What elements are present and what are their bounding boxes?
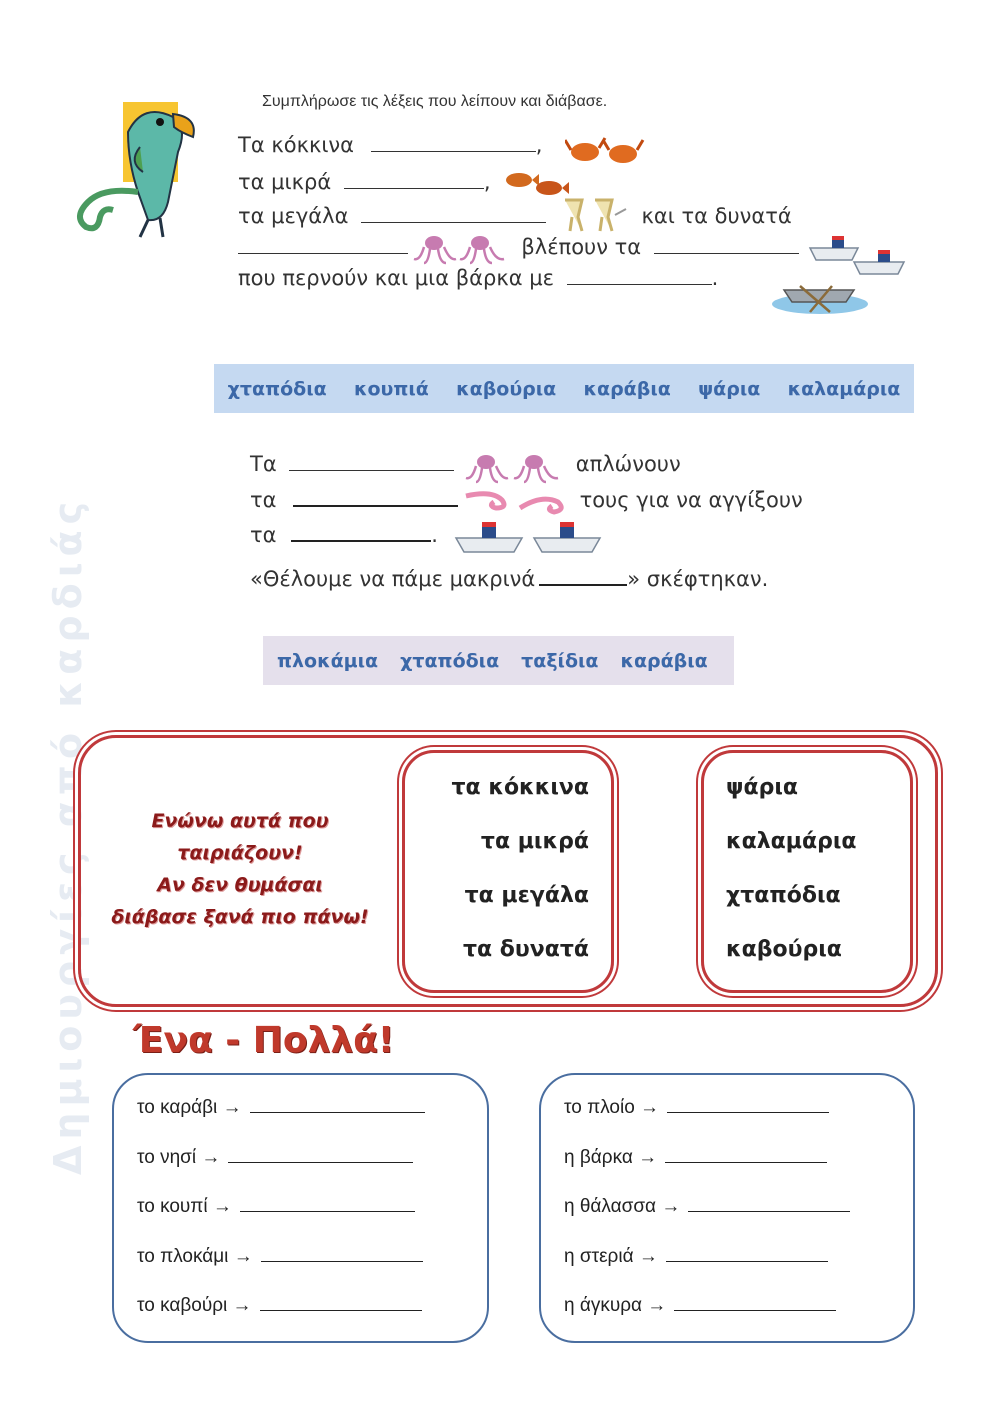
parrot-illustration: [68, 92, 218, 242]
match-right-item[interactable]: ψάρια: [726, 775, 799, 800]
answer-blank[interactable]: [567, 266, 712, 285]
word-bank-item: καβούρια: [456, 377, 557, 400]
word-bank-item: καράβια: [620, 649, 708, 672]
fish-illustration: [503, 168, 571, 198]
tentacles-illustration: [462, 488, 568, 518]
ships-illustration: [808, 228, 908, 276]
plural-row: το καβούρι →: [137, 1293, 422, 1317]
arrow-icon: →: [222, 1097, 242, 1118]
word-bank-1: [214, 364, 914, 413]
line-text: τα: [250, 523, 277, 547]
ships-illustration: [452, 518, 602, 556]
answer-blank[interactable]: [293, 487, 458, 507]
squid-illustration: [560, 195, 630, 233]
match-left-item[interactable]: τα μικρά: [480, 829, 589, 854]
line-text: τα: [250, 488, 277, 512]
plural-row: η βάρκα →: [564, 1145, 827, 1169]
answer-blank[interactable]: [344, 170, 484, 189]
line-text: βλέπουν τα: [521, 235, 642, 259]
answer-blank[interactable]: [289, 452, 454, 471]
answer-blank[interactable]: [666, 1244, 828, 1262]
plural-row: το πλοκάμι →: [137, 1244, 423, 1268]
line-text: » σκέφτηκαν.: [627, 567, 769, 591]
answer-blank[interactable]: [371, 133, 536, 152]
rowboat-illustration: [770, 272, 870, 318]
sentence-line-2: [238, 170, 491, 194]
sentence-line-4: [238, 235, 799, 259]
sentence-line-5: [238, 266, 718, 290]
arrow-icon: →: [647, 1295, 667, 1316]
answer-blank[interactable]: [250, 1095, 425, 1113]
crab-illustration: [565, 130, 645, 170]
answer-blank[interactable]: [291, 522, 431, 542]
answer-blank[interactable]: [240, 1194, 415, 1212]
line-text: Τα κόκκινα: [238, 133, 355, 157]
arrow-icon: →: [212, 1196, 232, 1217]
answer-blank[interactable]: [238, 235, 408, 254]
comma: ,: [535, 133, 543, 157]
arrow-icon: →: [638, 1246, 658, 1267]
period: .: [431, 523, 438, 547]
octopus-illustration: [462, 452, 562, 484]
sentence-line-3: [238, 204, 792, 228]
answer-blank[interactable]: [654, 235, 799, 254]
match-left-item[interactable]: τα κόκκινα: [451, 775, 589, 800]
match-left-item[interactable]: τα μεγάλα: [464, 883, 589, 908]
instruction-text: Συμπλήρωσε τις λέξεις που λείπουν και διάβασε.: [262, 93, 608, 110]
match-left-item[interactable]: τα δυνατά: [462, 937, 589, 962]
section-title: Ένα - Πολλά!: [133, 1020, 395, 1061]
arrow-icon: →: [661, 1196, 681, 1217]
word-bank-item: χταπόδια: [400, 649, 500, 672]
word-bank-item: πλοκάμια: [277, 649, 379, 672]
line-text: και τα δυνατά: [641, 204, 792, 228]
line-text: τους για να αγγίξουν: [579, 488, 803, 512]
arrow-icon: →: [201, 1147, 221, 1168]
line-text: τα μεγάλα: [238, 204, 349, 228]
arrow-icon: →: [638, 1147, 658, 1168]
sentence2-line-4: [250, 566, 768, 591]
answer-blank[interactable]: [688, 1194, 850, 1212]
answer-blank[interactable]: [228, 1145, 413, 1163]
word-bank-item: καράβια: [583, 377, 671, 400]
word-bank-item: ταξίδια: [521, 649, 599, 672]
line-text: απλώνουν: [575, 452, 681, 476]
line-text: Τα: [250, 452, 277, 476]
word-bank-2: [263, 636, 734, 685]
plural-row: η στεριά →: [564, 1244, 828, 1268]
answer-blank[interactable]: [260, 1293, 422, 1311]
matching-instruction: Ενώνω αυτά που ταιριάζουν! Αν δεν θυμάσαι διάβασε ξανά πιο πάνω!: [111, 810, 369, 928]
answer-blank[interactable]: [361, 204, 546, 223]
plural-row: η άγκυρα →: [564, 1293, 836, 1317]
answer-blank[interactable]: [674, 1293, 836, 1311]
plural-row: η θάλασσα →: [564, 1194, 850, 1218]
line-text: «Θέλουμε να πάμε μακρινά: [250, 567, 536, 591]
answer-blank[interactable]: [539, 566, 627, 586]
word-bank-item: κουπιά: [353, 377, 429, 400]
watermark-text: Δημιουργίες από καρδιάς: [46, 495, 90, 1175]
plural-row: το κουπί →: [137, 1194, 415, 1218]
arrow-icon: →: [232, 1295, 252, 1316]
answer-blank[interactable]: [261, 1244, 423, 1262]
word-bank-item: χταπόδια: [227, 377, 327, 400]
arrow-icon: →: [233, 1246, 253, 1267]
word-bank-item: ψάρια: [698, 377, 761, 400]
match-right-item[interactable]: καβούρια: [726, 937, 842, 962]
plural-row: το καράβι →: [137, 1095, 425, 1119]
line-text: τα μικρά: [238, 170, 332, 194]
plural-row: το νησί →: [137, 1145, 413, 1169]
line-text: που περνούν και μια βάρκα με: [238, 266, 554, 290]
word-bank-item: καλαμάρια: [787, 377, 901, 400]
sentence2-line-3: [250, 522, 438, 547]
comma: ,: [483, 170, 491, 194]
match-right-item[interactable]: καλαμάρια: [726, 829, 857, 854]
plural-row: το πλοίο →: [564, 1095, 829, 1119]
answer-blank[interactable]: [667, 1095, 829, 1113]
match-right-item[interactable]: χταπόδια: [726, 883, 841, 908]
answer-blank[interactable]: [665, 1145, 827, 1163]
arrow-icon: →: [640, 1097, 660, 1118]
sentence-line-1: [238, 133, 542, 157]
octopus-illustration: [412, 233, 507, 265]
period: .: [711, 266, 719, 290]
